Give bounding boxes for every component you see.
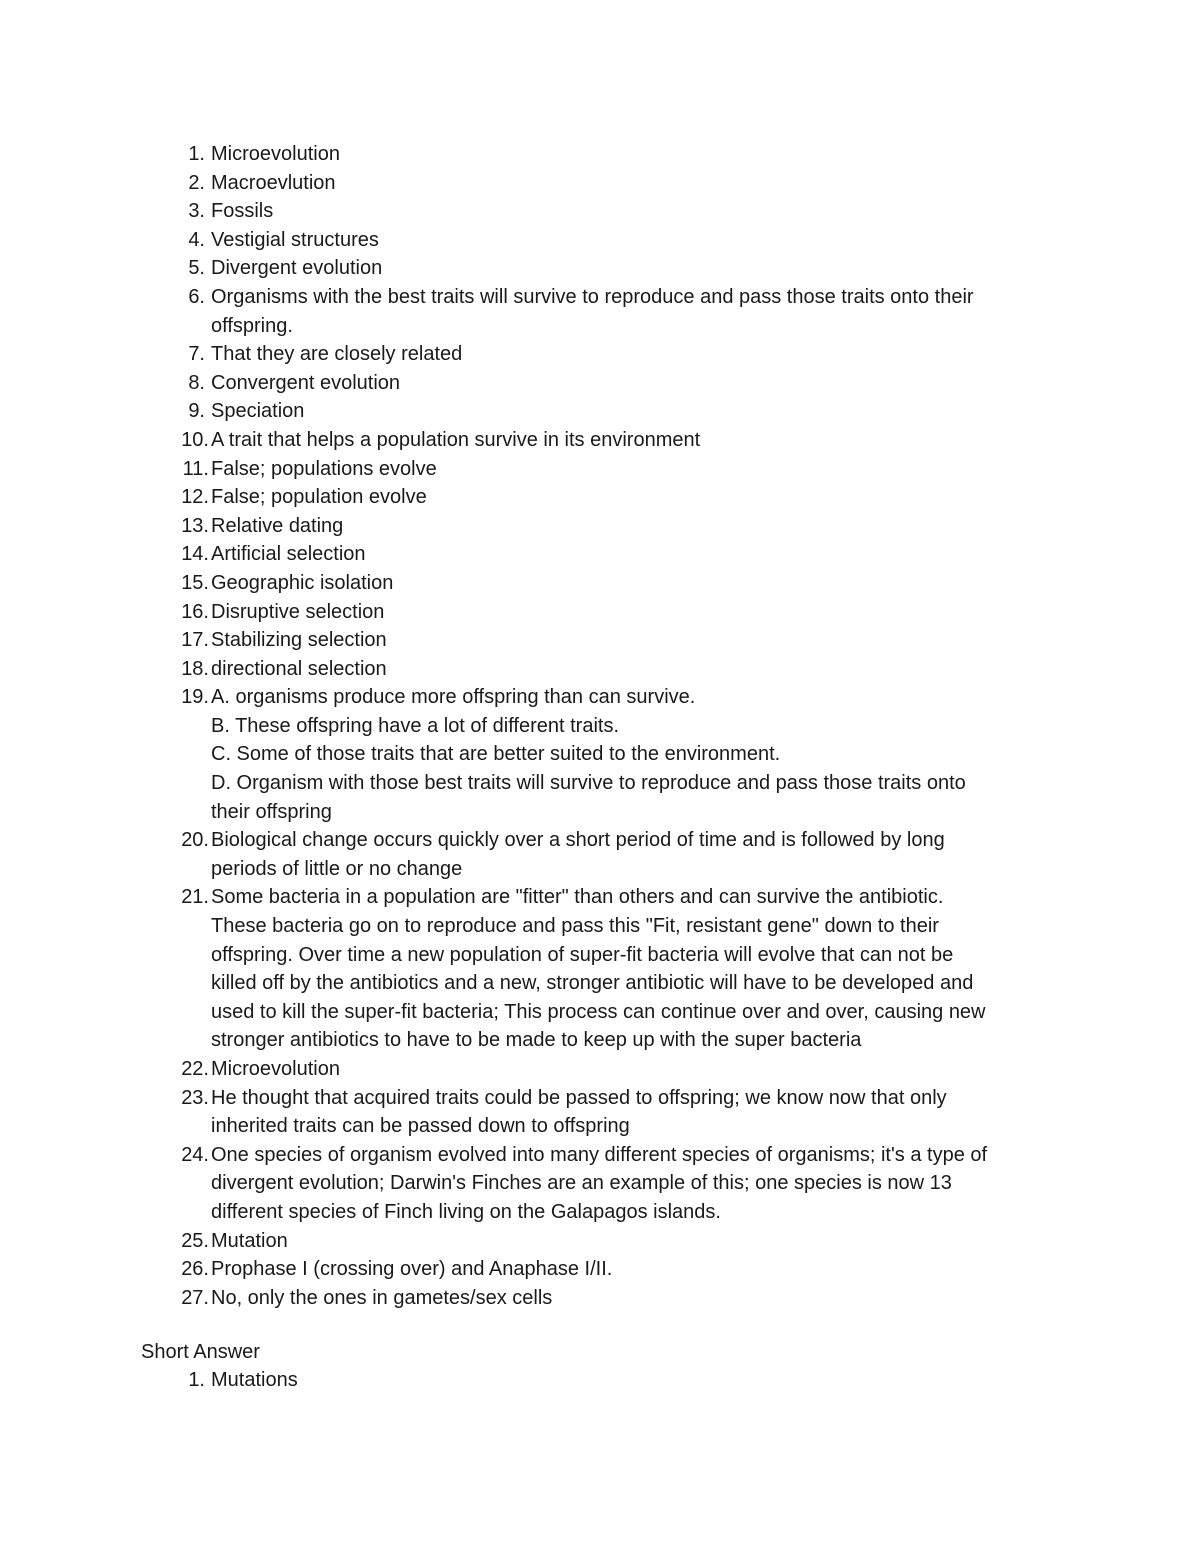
- item-number: 21.: [181, 886, 209, 909]
- list-item: [141, 598, 1071, 627]
- item-text-line: Organisms with the best traits will survive to reproduce and pass those traits onto their: [211, 285, 974, 308]
- list-item: [141, 1366, 1071, 1395]
- list-item: [141, 512, 1071, 541]
- section-heading-short-answer: Short Answer: [141, 1341, 260, 1363]
- list-item: [141, 226, 1071, 255]
- item-text-line: Geographic isolation: [211, 571, 394, 594]
- item-number: 27.: [181, 1286, 209, 1309]
- item-text-line: Divergent evolution: [211, 257, 383, 280]
- list-item: [141, 826, 1071, 883]
- list-item: [141, 254, 1071, 283]
- item-text-line: Macroevlution: [211, 171, 336, 194]
- list-item: [141, 169, 1071, 198]
- item-text-line: Biological change occurs quickly over a short period of time and is followed by long: [211, 829, 945, 852]
- item-text: [211, 254, 1071, 283]
- item-text: [211, 397, 1071, 426]
- item-text: [211, 369, 1071, 398]
- item-number: 17.: [181, 629, 209, 652]
- list-item: [141, 483, 1071, 512]
- item-text-line: Mutation: [211, 1229, 288, 1252]
- item-number: 16.: [181, 600, 209, 623]
- item-text-line: No, only the ones in gametes/sex cells: [211, 1286, 553, 1309]
- item-number: 2.: [188, 171, 205, 194]
- item-number: 1.: [188, 1369, 205, 1391]
- item-text-line: Microevolution: [211, 1058, 340, 1080]
- item-text-line: Vestigial structures: [211, 228, 379, 251]
- list-item: [141, 1055, 1071, 1084]
- item-text-line: different species of Finch living on the Galapagos islands.: [211, 1200, 721, 1223]
- item-text-line: Artificial selection: [211, 543, 366, 566]
- item-text: [211, 140, 1071, 169]
- item-text: [211, 1366, 1071, 1395]
- item-number: 12.: [181, 486, 209, 509]
- list-item: [141, 655, 1071, 684]
- item-text-line: Stabilizing selection: [211, 629, 387, 652]
- item-text-line: Convergent evolution: [211, 371, 401, 394]
- item-text: [211, 598, 1071, 627]
- item-text-line: D. Organism with those best traits will survive to reproduce and pass those traits onto: [211, 772, 966, 795]
- list-item: [141, 1084, 1071, 1141]
- item-text: [211, 455, 1071, 484]
- item-text: [211, 826, 1071, 883]
- list-item: [141, 426, 1071, 455]
- item-text-line: stronger antibiotics to have to be made to keep up with the super bacteria: [211, 1029, 862, 1052]
- item-text: [211, 1284, 1071, 1313]
- item-text-line: False; populations evolve: [211, 457, 437, 480]
- item-number: 20.: [181, 829, 209, 852]
- list-item: [141, 140, 1071, 169]
- list-item: [141, 369, 1071, 398]
- item-text-line: C. Some of those traits that are better suited to the environment.: [211, 743, 781, 766]
- item-text: [211, 1255, 1071, 1284]
- item-text-line: offspring.: [211, 314, 293, 337]
- item-text-line: He thought that acquired traits could be passed to offspring; we know now that only: [211, 1086, 947, 1109]
- item-text: [211, 283, 1071, 340]
- item-text-line: offspring. Over time a new population of super-fit bacteria will evolve that can not be: [211, 943, 954, 966]
- item-text: [211, 1227, 1071, 1256]
- item-text-line: divergent evolution; Darwin's Finches are an example of this; one species is now 13: [211, 1172, 952, 1195]
- item-text-line: Some bacteria in a population are "fitter" than others and can survive the antibiotic.: [211, 886, 944, 909]
- item-text: [211, 512, 1071, 541]
- item-number: 9.: [188, 400, 205, 423]
- item-number: 24.: [181, 1143, 209, 1166]
- item-text: [211, 540, 1071, 569]
- answer-list: [141, 140, 1071, 1312]
- item-number: 5.: [188, 257, 205, 280]
- item-text: [211, 1084, 1071, 1141]
- item-text: [211, 569, 1071, 598]
- item-text-line: False; population evolve: [211, 486, 427, 509]
- item-number: 18.: [181, 657, 209, 680]
- item-number: 14.: [181, 543, 209, 566]
- item-text-line: inherited traits can be passed down to offspring: [211, 1115, 630, 1138]
- list-item: [141, 397, 1071, 426]
- item-number: 6.: [188, 285, 205, 308]
- item-text: [211, 340, 1071, 369]
- item-text-line: their offspring: [211, 800, 332, 823]
- item-text-line: Microevolution: [211, 143, 340, 165]
- item-text: [211, 483, 1071, 512]
- item-text-line: A. organisms produce more offspring than can survive.: [211, 686, 696, 709]
- list-item: [141, 883, 1071, 1055]
- item-text: [211, 426, 1071, 455]
- item-number: 8.: [188, 371, 205, 394]
- list-item: [141, 683, 1071, 826]
- item-number: 10.: [181, 428, 209, 451]
- item-text: [211, 683, 1071, 826]
- item-text-line: periods of little or no change: [211, 857, 463, 880]
- item-number: 7.: [188, 343, 205, 366]
- item-number: 19.: [181, 686, 209, 709]
- item-text: [211, 226, 1071, 255]
- item-text-line: B. These offspring have a lot of different traits.: [211, 714, 620, 737]
- item-text-line: Mutations: [211, 1369, 298, 1391]
- item-text-line: Disruptive selection: [211, 600, 385, 623]
- list-item: [141, 569, 1071, 598]
- list-item: [141, 455, 1071, 484]
- list-item: [141, 197, 1071, 226]
- item-text: [211, 655, 1071, 684]
- item-text: [211, 169, 1071, 198]
- item-number: 4.: [188, 228, 205, 251]
- list-item: [141, 626, 1071, 655]
- short-answer-list: [141, 1366, 1071, 1395]
- item-text: [211, 1055, 1071, 1084]
- item-text-line: One species of organism evolved into many different species of organisms; it's a type of: [211, 1143, 988, 1166]
- item-number: 1.: [188, 143, 205, 165]
- item-text: [211, 197, 1071, 226]
- item-text-line: These bacteria go on to reproduce and pass this "Fit, resistant gene" down to their: [211, 915, 939, 938]
- list-item: [141, 1141, 1071, 1227]
- list-item: [141, 340, 1071, 369]
- list-item: [141, 1284, 1071, 1313]
- item-text-line: Speciation: [211, 400, 305, 423]
- item-number: 13.: [181, 514, 209, 537]
- list-item: [141, 1255, 1071, 1284]
- item-text: [211, 1141, 1071, 1227]
- item-text-line: That they are closely related: [211, 343, 463, 366]
- item-text-line: directional selection: [211, 657, 387, 680]
- item-text: [211, 883, 1071, 1055]
- item-text-line: A trait that helps a population survive in its environment: [211, 428, 701, 451]
- item-text-line: Relative dating: [211, 514, 344, 537]
- item-number: 15.: [181, 571, 209, 594]
- item-number: 23.: [181, 1086, 209, 1109]
- list-item: [141, 283, 1071, 340]
- item-text: [211, 626, 1071, 655]
- item-text-line: Fossils: [211, 200, 274, 223]
- item-number: 26.: [181, 1258, 209, 1281]
- item-number: 22.: [181, 1058, 209, 1080]
- item-text-line: Prophase I (crossing over) and Anaphase I/II.: [211, 1258, 613, 1281]
- item-text-line: used to kill the super-fit bacteria; This process can continue over and over, causing new: [211, 1000, 986, 1023]
- item-number: 25.: [181, 1229, 209, 1252]
- item-number: 11.: [182, 457, 209, 480]
- item-text-line: killed off by the antibiotics and a new, stronger antibiotic will have to be developed and: [211, 972, 974, 995]
- list-item: [141, 1227, 1071, 1256]
- list-item: [141, 540, 1071, 569]
- item-number: 3.: [188, 200, 205, 223]
